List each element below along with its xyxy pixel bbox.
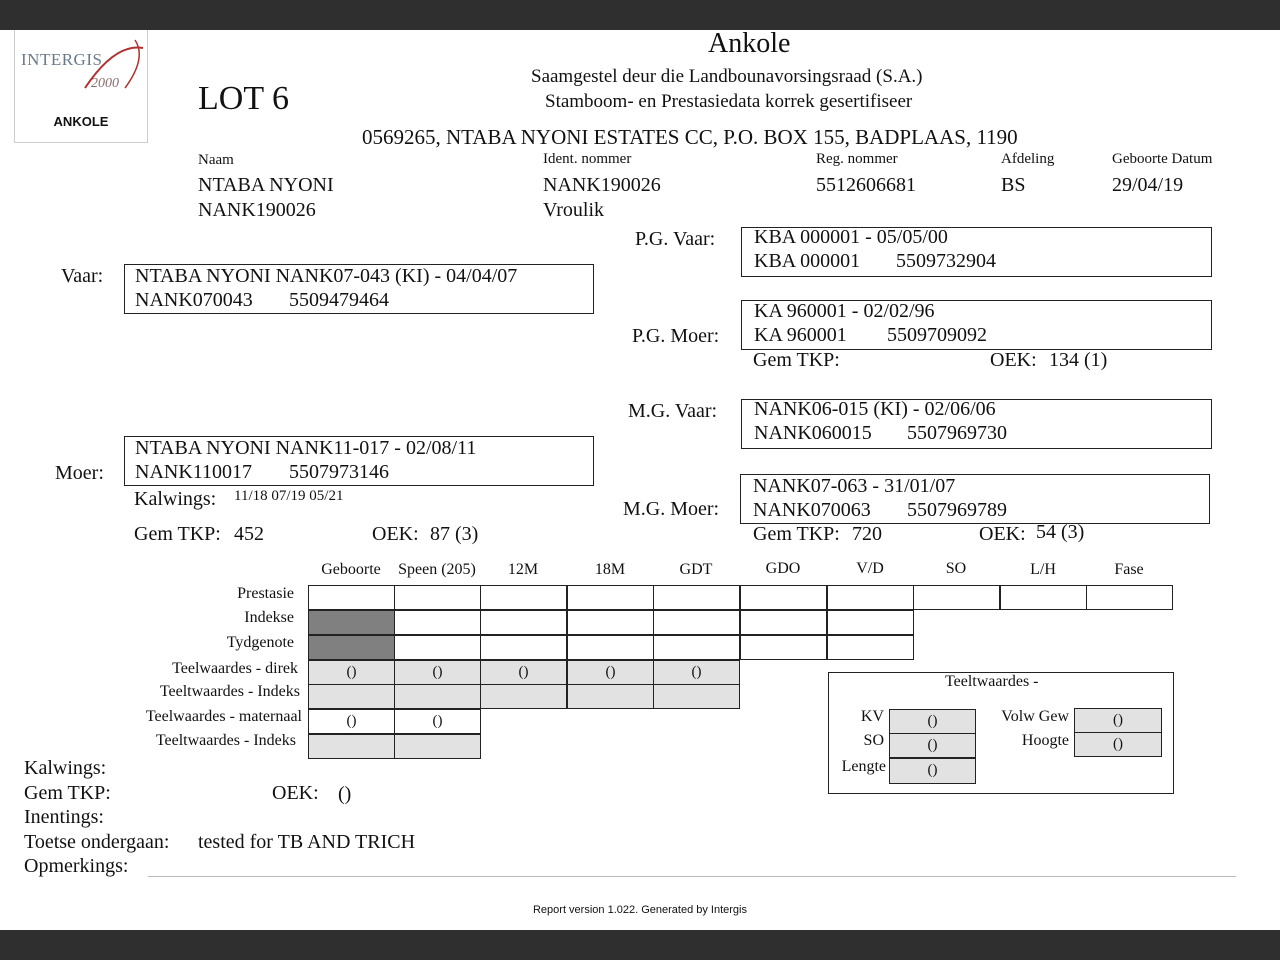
- pg-dam-oek: 134 (1): [1049, 349, 1108, 371]
- tydgenote-cell: [740, 635, 827, 660]
- mg-dam-tkp: 720: [852, 523, 882, 545]
- viewer-top-bar: [0, 0, 1280, 30]
- direct-value-cell: (): [567, 660, 654, 685]
- mg-dam-box: [740, 474, 1210, 524]
- row-label-tydgenote: Tydgenote: [226, 634, 294, 651]
- row-label-prestasie: Prestasie: [237, 585, 294, 602]
- sire-reg: 5509479464: [289, 289, 389, 311]
- dam-tkp: 452: [234, 523, 264, 545]
- row-label-teelwaardes-direk: Teelwaardes - direk: [172, 660, 298, 677]
- hoogte-value: (): [1074, 732, 1162, 757]
- col-header-gdt: GDT: [679, 561, 713, 578]
- row-label-teeltwaardes-indeks-1: Teeltwaardes - Indeks: [159, 683, 300, 700]
- direct-value-cell: (): [308, 660, 395, 685]
- col-header-so: SO: [945, 560, 967, 577]
- hoogte-label: Hoogte: [1021, 732, 1069, 749]
- birth-label: Geboorte Datum: [1112, 151, 1213, 167]
- so-label: SO: [863, 732, 884, 749]
- direct-index-cell: [394, 684, 481, 709]
- kv-value: (): [889, 709, 976, 734]
- pg-dam-label: P.G. Moer:: [632, 325, 720, 347]
- direct-index-cell: [480, 684, 567, 709]
- breed-title: Ankole: [708, 28, 791, 59]
- mg-dam-label: M.G. Moer:: [623, 498, 720, 520]
- lengte-value: (): [889, 758, 976, 784]
- animal-ident: NANK190026: [543, 174, 661, 196]
- mg-dam-tkp-label: Gem TKP:: [753, 523, 840, 545]
- pg-sire-box: [741, 227, 1212, 277]
- mg-dam-line-1: NANK07-063 - 31/01/07: [753, 475, 956, 497]
- indekse-cell: [827, 610, 914, 635]
- direct-value-cell: (): [394, 660, 481, 685]
- mg-sire-line-1: NANK06-015 (KI) - 02/06/06: [754, 398, 996, 420]
- dam-code: NANK110017: [135, 461, 253, 483]
- col-header-18m: 18M: [594, 561, 626, 578]
- animal-reg: 5512606681: [816, 174, 916, 196]
- owner-line: 0569265, NTABA NYONI ESTATES CC, P.O. BOX 155, BADPLAAS, 1190: [362, 125, 1018, 149]
- direct-value-cell: (): [480, 660, 567, 685]
- tests-label: Toetse ondergaan:: [24, 831, 170, 853]
- row-label-teelwaardes-maternaal: Teelwaardes - maternaal: [145, 708, 302, 725]
- header-line-2: Stamboom- en Prestasiedata korrek gesertifiseer: [545, 91, 913, 112]
- tydgenote-cell: [308, 635, 395, 660]
- gem-tkp-label: Gem TKP:: [24, 782, 111, 804]
- lot-number: LOT 6: [198, 80, 289, 117]
- prestasie-cell: [1086, 585, 1173, 610]
- ident-label: Ident. nommer: [543, 151, 632, 167]
- col-header-gdo: GDO: [765, 560, 801, 577]
- col-header-geboorte: Geboorte: [321, 561, 381, 578]
- tydgenote-cell: [827, 635, 914, 660]
- pg-dam-oek-label: OEK:: [990, 349, 1037, 371]
- prestasie-cell: [740, 585, 827, 610]
- prestasie-cell: [308, 585, 395, 610]
- prestasie-cell: [653, 585, 740, 610]
- indekse-cell: [308, 610, 395, 635]
- pg-dam-tkp-label: Gem TKP:: [753, 349, 840, 371]
- volw-gew-value: (): [1074, 708, 1162, 733]
- logo-year: 2000: [91, 76, 119, 91]
- row-label-teeltwaardes-indeks-2: Teeltwaardes - Indeks: [155, 732, 296, 749]
- mg-dam-oek-label: OEK:: [979, 523, 1026, 545]
- mg-sire-code: NANK060015: [754, 422, 872, 444]
- name-label: Naam: [198, 152, 234, 168]
- volw-gew-label: Volw Gew: [1001, 708, 1069, 725]
- pg-dam-reg: 5509709092: [887, 324, 987, 346]
- dam-reg: 5507973146: [289, 461, 389, 483]
- col-header-lh: L/H: [1030, 561, 1056, 578]
- viewer-bottom-bar: [0, 930, 1280, 960]
- animal-section: BS: [1001, 174, 1026, 196]
- sire-box: [124, 264, 594, 314]
- sire-line-1: NTABA NYONI NANK07-043 (KI) - 04/04/07: [135, 265, 518, 287]
- animal-name-code: NANK190026: [198, 199, 316, 221]
- maternal-value-cell: (): [394, 709, 481, 734]
- mg-sire-label: M.G. Vaar:: [628, 400, 718, 422]
- col-header-fase: Fase: [1114, 561, 1144, 578]
- indekse-cell: [394, 610, 481, 635]
- mg-dam-code: NANK070063: [753, 499, 871, 521]
- oek-value: (): [338, 783, 352, 805]
- oek-label: OEK:: [272, 782, 319, 804]
- maternal-value-cell: (): [308, 709, 395, 734]
- mg-dam-reg: 5507969789: [907, 499, 1007, 521]
- dam-calvings: 11/18 07/19 05/21: [234, 488, 344, 504]
- prestasie-cell: [913, 585, 1000, 610]
- indekse-cell: [480, 610, 567, 635]
- lengte-label: Lengte: [841, 758, 886, 775]
- dam-line-1: NTABA NYONI NANK11-017 - 02/08/11: [135, 437, 477, 459]
- animal-birth: 29/04/19: [1112, 174, 1184, 196]
- direct-index-cell: [567, 684, 654, 709]
- maternal-index-cell: [394, 734, 481, 759]
- pg-sire-reg: 5509732904: [896, 250, 996, 272]
- reg-label: Reg. nommer: [816, 151, 898, 167]
- tydgenote-cell: [653, 635, 740, 660]
- col-header-12m: 12M: [507, 561, 539, 578]
- indekse-cell: [567, 610, 654, 635]
- pg-sire-code: KBA 000001: [754, 250, 861, 272]
- logo-breed: ANKOLE: [53, 114, 109, 129]
- so-value: (): [889, 733, 976, 758]
- sire-code: NANK070043: [135, 289, 253, 311]
- tydgenote-cell: [394, 635, 481, 660]
- header-line-1: Saamgestel deur die Landbounavorsingsraad (S.A.): [531, 66, 923, 87]
- tydgenote-cell: [480, 635, 567, 660]
- prestasie-cell: [480, 585, 567, 610]
- prestasie-cell: [394, 585, 481, 610]
- row-label-indekse: Indekse: [244, 609, 294, 626]
- pg-sire-label: P.G. Vaar:: [635, 228, 716, 250]
- animal-sex: Vroulik: [543, 199, 605, 221]
- prestasie-cell: [1000, 585, 1087, 610]
- mg-sire-reg: 5507969730: [907, 422, 1007, 444]
- prestasie-cell: [827, 585, 914, 610]
- kv-label: KV: [860, 708, 884, 725]
- col-header-speen: Speen (205): [398, 561, 476, 578]
- mg-dam-oek: 54 (3): [1036, 521, 1085, 543]
- remarks-label: Opmerkings:: [24, 855, 129, 877]
- calvings-label: Kalwings:: [24, 757, 107, 779]
- sire-label: Vaar:: [61, 265, 104, 287]
- maternal-index-cell: [308, 734, 395, 759]
- dam-oek: 87 (3): [430, 523, 479, 545]
- pg-dam-line-1: KA 960001 - 02/02/96: [754, 300, 935, 322]
- indekse-cell: [740, 610, 827, 635]
- col-header-vd: V/D: [856, 560, 884, 577]
- pg-dam-code: KA 960001: [754, 324, 847, 346]
- breeding-values-title: Teeltwaardes -: [945, 673, 1039, 690]
- mg-sire-box: [741, 399, 1212, 449]
- direct-index-cell: [308, 684, 395, 709]
- dam-label: Moer:: [55, 462, 104, 484]
- dam-box: [124, 436, 594, 486]
- intergis-logo: [14, 30, 148, 143]
- tydgenote-cell: [567, 635, 654, 660]
- pg-dam-box: [741, 300, 1212, 350]
- logo-word: INTERGIS: [21, 50, 103, 69]
- dam-oek-label: OEK:: [372, 523, 419, 545]
- direct-index-cell: [653, 684, 740, 709]
- prestasie-cell: [567, 585, 654, 610]
- animal-name: NTABA NYONI: [198, 174, 334, 196]
- remarks-divider: [148, 876, 1236, 877]
- tests-value: tested for TB AND TRICH: [198, 831, 416, 853]
- inoculations-label: Inentings:: [24, 806, 104, 828]
- pg-sire-line-1: KBA 000001 - 05/05/00: [754, 226, 948, 248]
- section-label: Afdeling: [1001, 151, 1055, 167]
- dam-tkp-label: Gem TKP:: [134, 523, 221, 545]
- indekse-cell: [653, 610, 740, 635]
- report-footer: Report version 1.022. Generated by Intergis: [532, 904, 747, 916]
- direct-value-cell: (): [653, 660, 740, 685]
- dam-calvings-label: Kalwings:: [134, 488, 217, 510]
